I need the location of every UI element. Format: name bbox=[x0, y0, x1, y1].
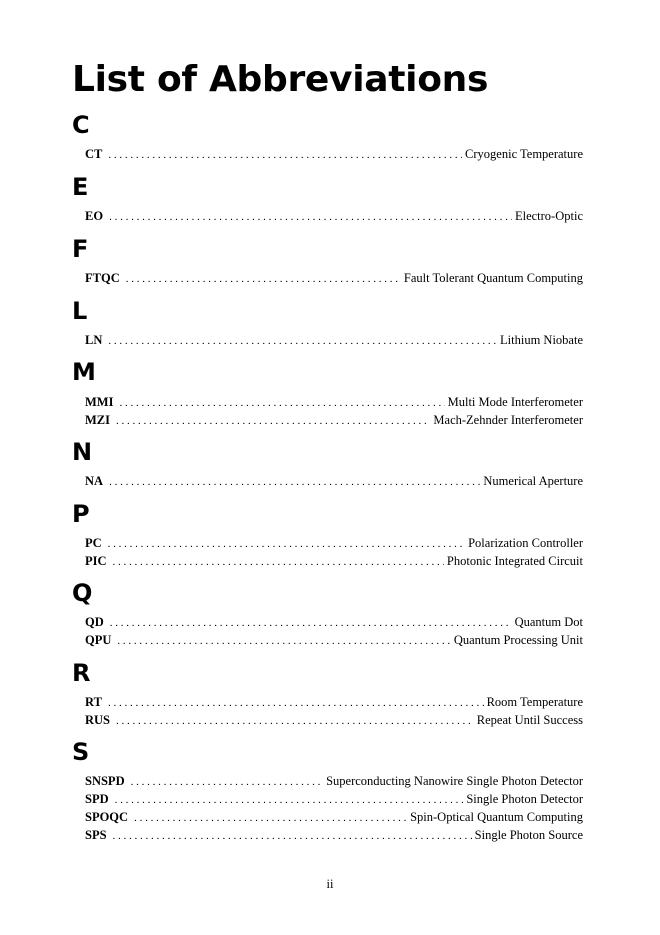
section-heading: S bbox=[72, 738, 90, 766]
abbreviation-entry bbox=[85, 331, 583, 349]
abbreviation-entry bbox=[85, 472, 583, 490]
abbreviation-definition: Cryogenic Temperature bbox=[465, 147, 583, 161]
abbreviation-term: PIC bbox=[85, 554, 107, 568]
abbreviation-definition: Room Temperature bbox=[486, 695, 583, 709]
abbreviation-definition: Fault Tolerant Quantum Computing bbox=[403, 271, 583, 285]
section-heading: Q bbox=[72, 579, 93, 607]
dot-leader bbox=[109, 208, 512, 225]
abbreviation-entry bbox=[85, 808, 583, 826]
abbreviation-term: NA bbox=[85, 474, 104, 488]
abbreviation-term: MZI bbox=[85, 413, 110, 427]
dot-leader bbox=[113, 553, 444, 570]
abbreviation-definition: Electro-Optic bbox=[514, 209, 583, 223]
abbreviation-definition: Lithium Niobate bbox=[500, 333, 583, 347]
dot-leader bbox=[113, 827, 472, 844]
abbreviation-term: SNSPD bbox=[85, 774, 125, 788]
abbreviation-definition: Spin-Optical Quantum Computing bbox=[410, 810, 583, 824]
section-heading: F bbox=[72, 235, 89, 263]
abbreviation-definition: Polarization Controller bbox=[468, 536, 583, 550]
abbreviation-term: QD bbox=[85, 615, 104, 629]
abbreviation-term: SPS bbox=[85, 828, 107, 842]
abbreviation-entry bbox=[85, 772, 583, 790]
abbreviation-term: QPU bbox=[85, 633, 112, 647]
section-heading: C bbox=[72, 111, 90, 139]
abbreviation-entry bbox=[85, 552, 583, 570]
abbreviation-entry bbox=[85, 269, 583, 287]
abbreviation-definition: Quantum Dot bbox=[514, 615, 583, 629]
abbreviation-definition: Single Photon Source bbox=[474, 828, 583, 842]
dot-leader bbox=[108, 535, 465, 552]
abbreviation-term: CT bbox=[85, 147, 103, 161]
abbreviation-entry bbox=[85, 631, 583, 649]
abbreviation-entry bbox=[85, 613, 583, 631]
dot-leader bbox=[108, 146, 462, 163]
dot-leader bbox=[108, 332, 497, 349]
abbreviation-definition: Quantum Processing Unit bbox=[453, 633, 583, 647]
abbreviation-entry bbox=[85, 207, 583, 225]
dot-leader bbox=[134, 809, 407, 826]
abbreviation-term: FTQC bbox=[85, 271, 120, 285]
abbreviation-term: MMI bbox=[85, 395, 114, 409]
abbreviation-entry bbox=[85, 411, 583, 429]
abbreviation-entry bbox=[85, 790, 583, 808]
abbreviation-term: PC bbox=[85, 536, 102, 550]
dot-leader bbox=[110, 614, 512, 631]
section-heading: P bbox=[72, 500, 90, 528]
dot-leader bbox=[117, 632, 450, 649]
dot-leader bbox=[109, 473, 480, 490]
abbreviation-term: RUS bbox=[85, 713, 111, 727]
abbreviation-term: SPOQC bbox=[85, 810, 129, 824]
dot-leader bbox=[126, 270, 401, 287]
abbreviation-term: RT bbox=[85, 695, 102, 709]
section-heading: N bbox=[72, 438, 93, 466]
abbreviation-entry bbox=[85, 826, 583, 844]
page-number: ii bbox=[326, 877, 334, 891]
dot-leader bbox=[115, 791, 464, 808]
section-heading: L bbox=[72, 297, 88, 325]
abbreviation-term: LN bbox=[85, 333, 103, 347]
abbreviation-definition: Single Photon Detector bbox=[466, 792, 583, 806]
section-heading: M bbox=[72, 358, 96, 386]
abbreviation-entry bbox=[85, 711, 583, 729]
section-heading: R bbox=[72, 659, 91, 687]
dot-leader bbox=[108, 694, 484, 711]
dot-leader bbox=[131, 773, 324, 790]
abbreviation-entry bbox=[85, 145, 583, 163]
abbreviation-definition: Repeat Until Success bbox=[476, 713, 583, 727]
page-title: List of Abbreviations bbox=[72, 59, 489, 100]
abbreviation-term: EO bbox=[85, 209, 104, 223]
abbreviation-entry bbox=[85, 693, 583, 711]
abbreviation-definition: Multi Mode Interferometer bbox=[447, 395, 583, 409]
section-heading: E bbox=[72, 173, 89, 201]
dot-leader bbox=[116, 712, 474, 729]
abbreviation-term: SPD bbox=[85, 792, 109, 806]
dot-leader bbox=[116, 412, 430, 429]
abbreviation-definition: Mach-Zehnder Interferometer bbox=[433, 413, 583, 427]
abbreviation-entry bbox=[85, 393, 583, 411]
abbreviation-definition: Photonic Integrated Circuit bbox=[446, 554, 583, 568]
abbreviation-definition: Superconducting Nanowire Single Photon Detector bbox=[326, 774, 583, 788]
abbreviation-entry bbox=[85, 534, 583, 552]
dot-leader bbox=[119, 394, 444, 411]
abbreviation-definition: Numerical Aperture bbox=[483, 474, 583, 488]
